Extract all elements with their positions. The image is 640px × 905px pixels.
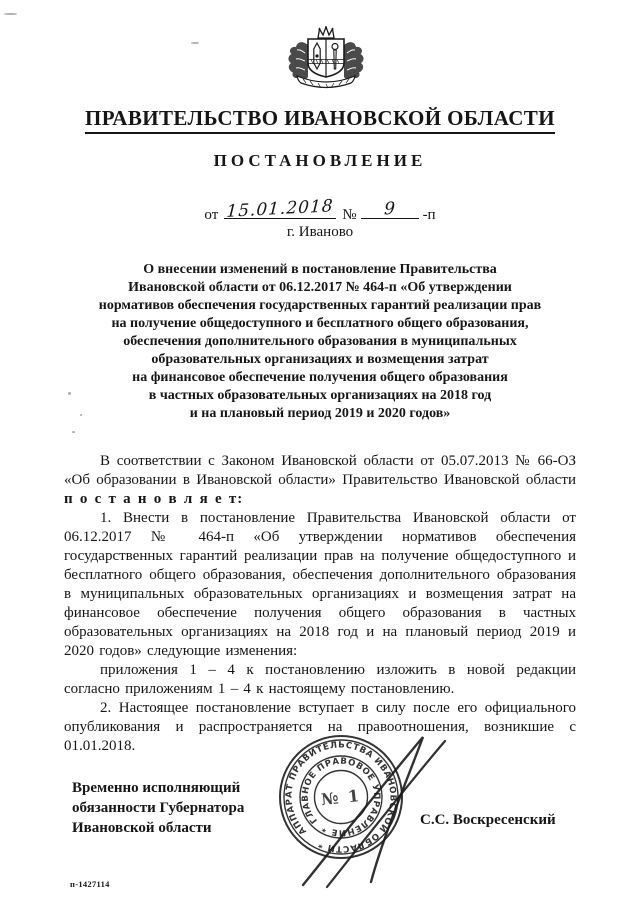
org-name-text: ПРАВИТЕЛЬСТВО ИВАНОВСКОЙ ОБЛАСТИ [85, 106, 555, 134]
doc-type-heading: ПОСТАНОВЛЕНИЕ [213, 151, 427, 170]
doc-title-line: образовательных организациях и возмещения затрат [151, 352, 489, 367]
doc-title-line: и на плановый период 2019 и 2020 годов» [189, 406, 451, 421]
doc-title-line: нормативов обеспечения государственных гарантий реализации прав [98, 298, 542, 313]
signer-position-line: Ивановской области [72, 820, 212, 836]
coat-of-arms-icon [283, 26, 369, 102]
scan-noise-speck [191, 42, 199, 44]
scan-noise-speck [72, 431, 75, 433]
doc-registration-code: п-1427114 [70, 879, 110, 889]
date-blank-field [224, 196, 336, 222]
doc-title-line: в частных образовательных организациях на 2018 год [148, 388, 492, 403]
org-name-heading [0, 106, 640, 134]
paragraph-preamble [64, 452, 576, 509]
date-from-label: от [204, 207, 219, 223]
paragraph-item-1: 1. Внести в постановление Правительства Ивановской области от 06.12.2017 № 464-п «Об утверждении нормативов обеспечения государственных гарантий реализации прав на получение общедоступного и бесплатного общего образования, обеспечения дополнительного образования в муниципальных образовательных организациях и возмещения затрат на финансовое обеспечение получения общего образования в частных образовательных организациях на 2018 год и на плановый период 2019 и 2020 годов» следующие изменения: [64, 510, 576, 659]
signer-name: С.С. Воскресенский [420, 812, 556, 828]
doc-title-line: обеспечения дополнительного образования в муниципальных [123, 334, 517, 349]
doc-title-line: О внесении изменений в постановление Правительства [143, 262, 497, 277]
handwritten-number: 9 [383, 198, 396, 220]
scan-noise-speck [68, 392, 71, 395]
paragraph-annexes: приложения 1 – 4 к постановлению изложить в новой редакции согласно приложениям 1 – 4 к настоящему постановлению. [64, 662, 576, 697]
stamp-outer-ring-text: АППАРАТ ПРАВИТЕЛЬСТВА ИВАНОВСКОЙ ОБЛАСТИ * [284, 740, 398, 854]
number-label: № [342, 207, 357, 223]
handwritten-date: 15.01.2018 [226, 196, 335, 222]
signer-position-line: обязанности Губернатора [72, 800, 245, 816]
scan-noise-speck [80, 414, 82, 416]
preamble-decree-word: п о с т а н о в л я е т: [64, 491, 244, 507]
doc-title-line: Ивановской области от 06.12.2017 № 464-п «Об утверждении [128, 280, 512, 295]
date-line [0, 196, 640, 224]
preamble-text: В соответствии с Законом Ивановской области от 05.07.2013 № 66-ОЗ «Об образовании в Ивановской области» Правительство Ивановской области [64, 453, 576, 488]
scan-noise-speck [4, 13, 17, 15]
signer-position [72, 778, 244, 838]
doc-title [64, 261, 576, 423]
number-suffix: -п [422, 207, 436, 223]
signer-position-line: Временно исполняющий [72, 780, 241, 796]
signature-stroke [285, 727, 455, 892]
stamp-number-text: № 1 [320, 785, 362, 810]
paragraph-item-2: 2. Настоящее постановление вступает в силу после его официального опубликования и распространяется на правоотношения, возникшие с 01.01.2018. [64, 700, 576, 754]
number-blank-field [361, 198, 419, 220]
doc-title-line: на финансовое обеспечение получения общего образования [132, 370, 508, 385]
city-line: г. Иваново [286, 224, 354, 240]
stamp-inner-ring-text: ГЛАВНОЕ ПРАВОВОЕ УПРАВЛЕНИЕ * [300, 756, 382, 838]
doc-title-line: на получение общедоступного и бесплатного общего образования, [111, 316, 529, 331]
doc-body [64, 452, 576, 756]
